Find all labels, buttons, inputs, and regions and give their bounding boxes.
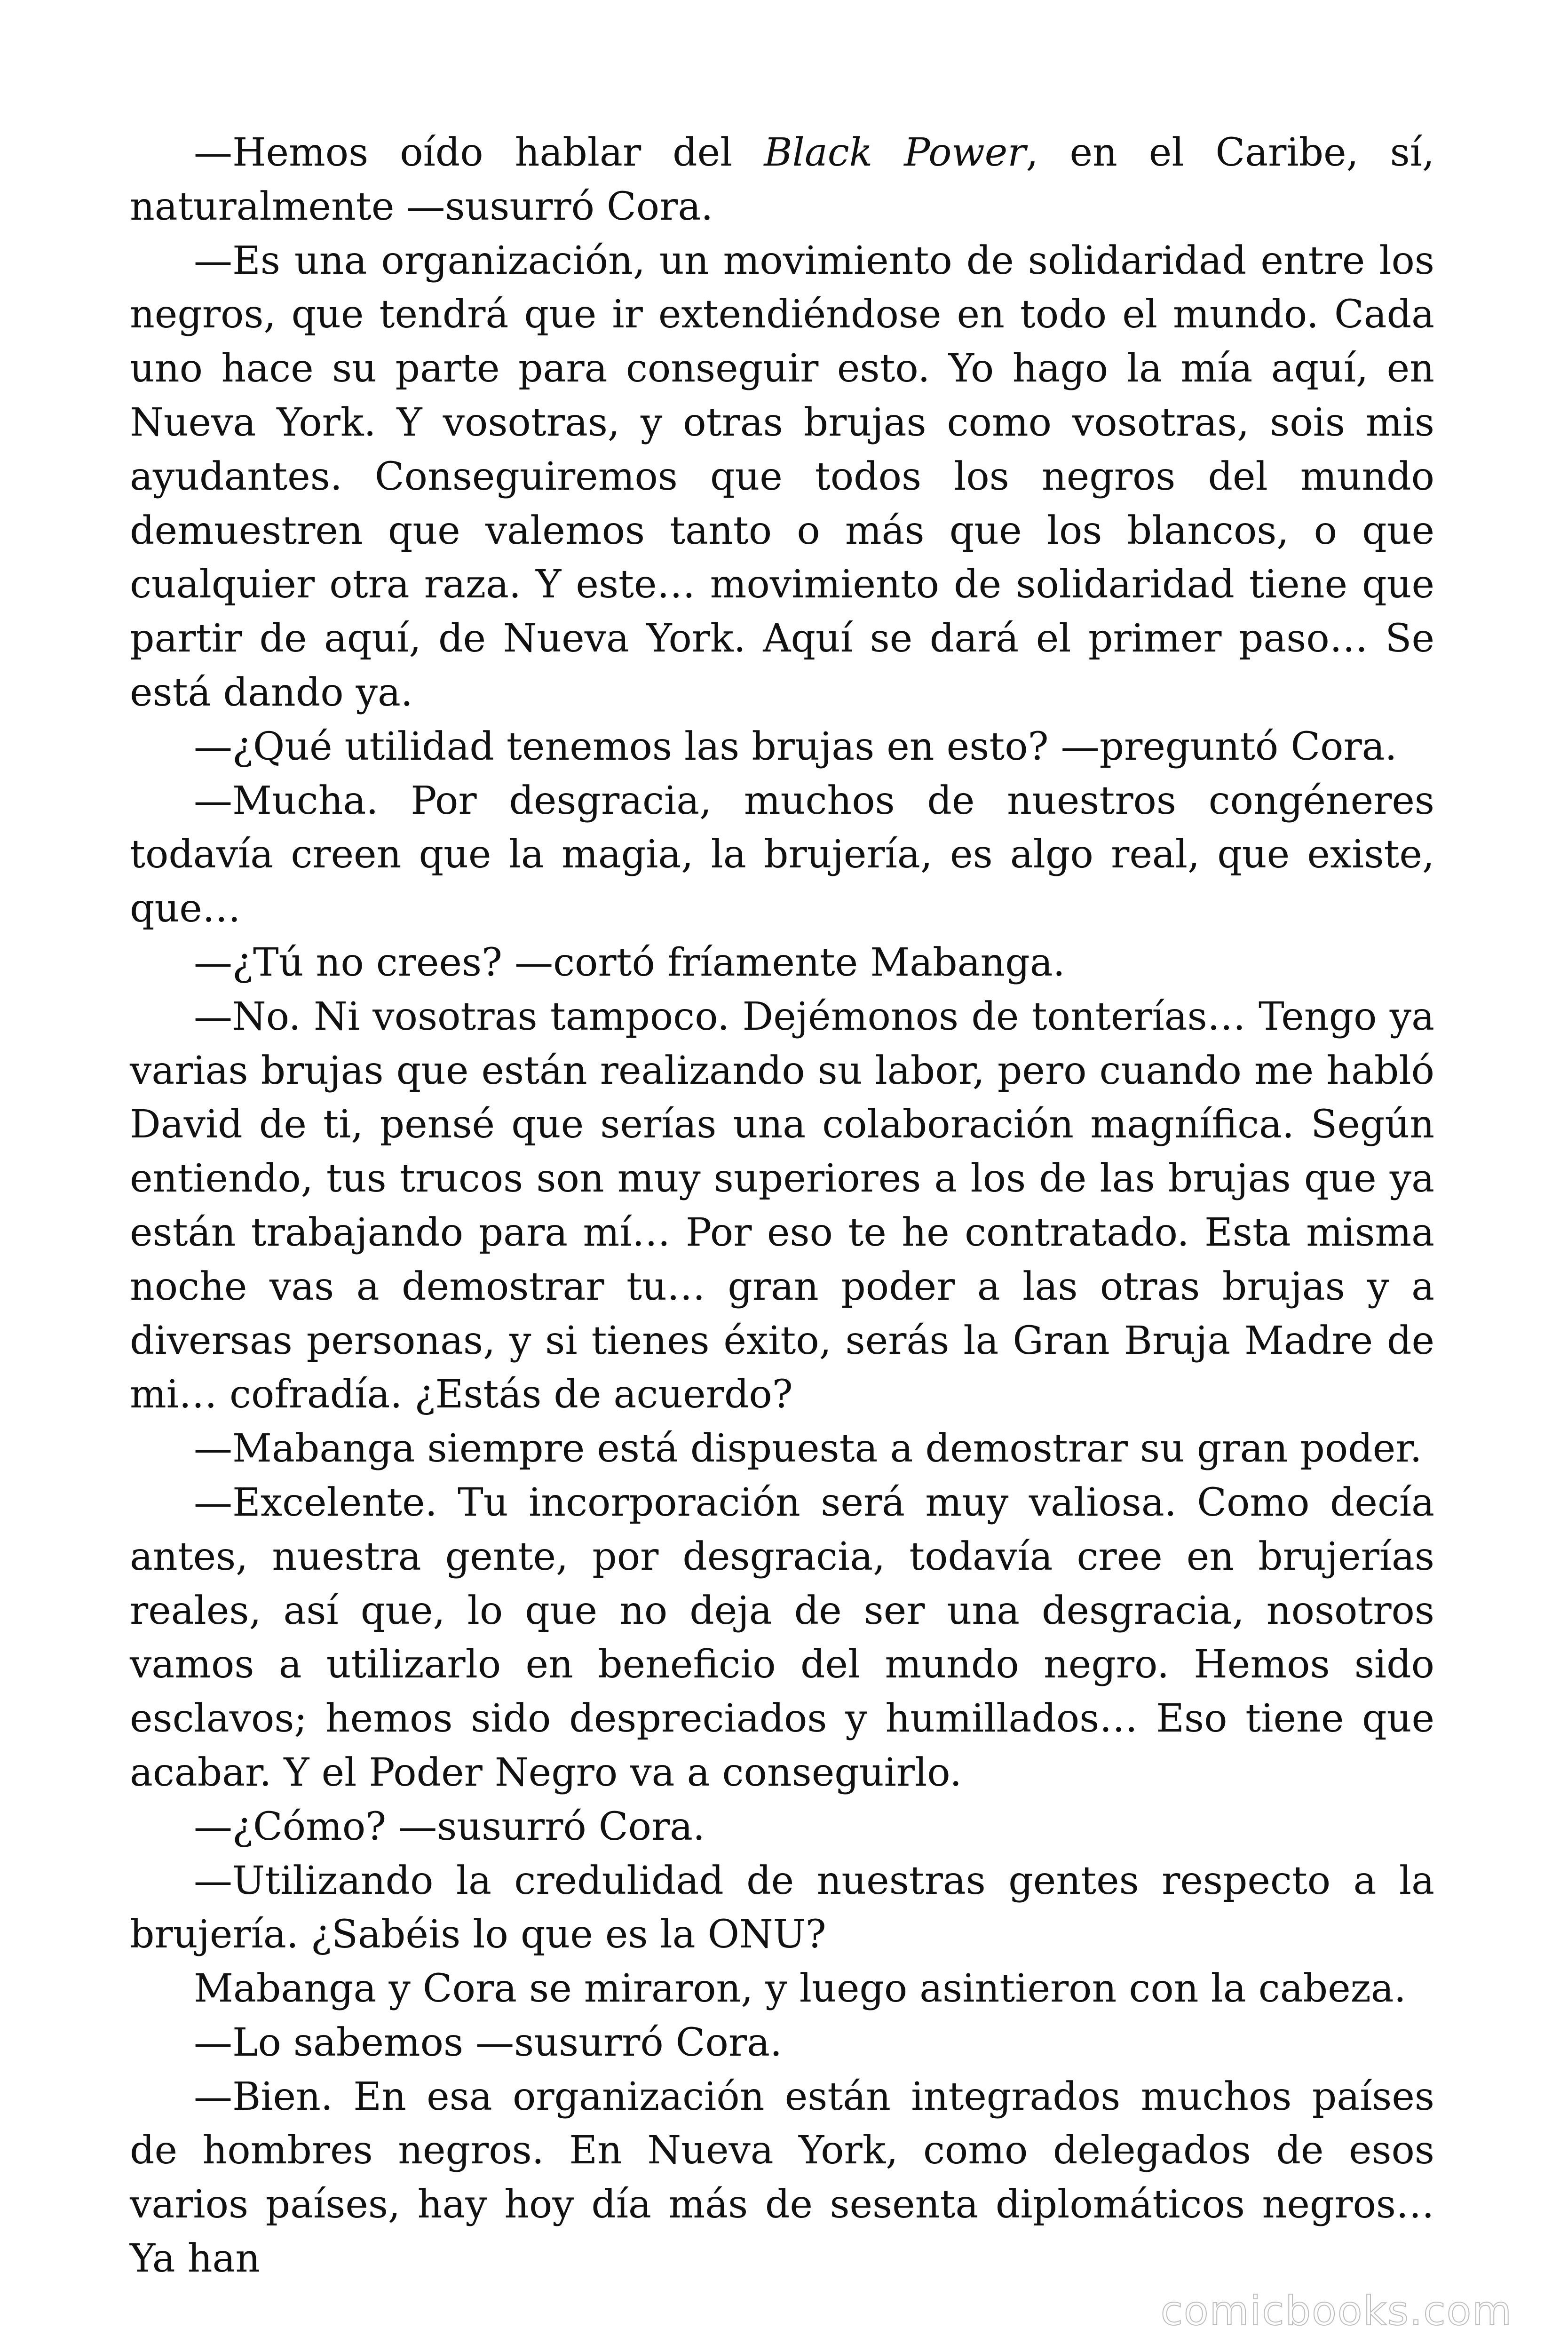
- paragraph: [130, 936, 1434, 990]
- paragraph: [130, 774, 1434, 936]
- paragraph-text: —Excelente. Tu incorporación será muy valiosa. Como decía antes, nuestra gente, por desgracia, todavía cree en brujerías reales, así que, lo que no deja de ser una desgracia, nosotros vamos a utilizarlo en beneficio del mundo negro. Hemos sido esclavos; hemos sido despreciados y humillados… Eso tiene que acabar. Y el Poder Negro va a conseguirlo.: [130, 1480, 1434, 1795]
- paragraph-text: —¿Qué utilidad tenemos las brujas en esto? —preguntó Cora.: [194, 724, 1397, 769]
- paragraph-text: —¿Tú no crees? —cortó fríamente Mabanga.: [194, 940, 1065, 985]
- paragraph-text: —Lo sabemos —susurró Cora.: [194, 2020, 783, 2065]
- paragraph-text: Mabanga y Cora se miraron, y luego asintieron con la cabeza.: [194, 1966, 1406, 2011]
- paragraph: [130, 720, 1434, 774]
- paragraph-text: —¿Cómo? —susurró Cora.: [194, 1804, 705, 1849]
- paragraph-text: —Mucha. Por desgracia, muchos de nuestros congéneres todavía creen que la magia, la brujería, es algo real, que existe, que…: [130, 778, 1434, 931]
- paragraph-text: —Mabanga siempre está dispuesta a demostrar su gran poder.: [194, 1426, 1422, 1471]
- paragraph-text: —Es una organización, un movimiento de solidaridad entre los negros, que tendrá que ir extendiéndose en todo el mundo. Cada uno hace su parte para conseguir esto. Yo hago la mía aquí, en Nueva York. Y vosotras, y otras brujas como vosotras, sois mis ayudantes. Conseguiremos que todos los negros del mundo demuestren que valemos tanto o más que los blancos, o que cualquier otra raza. Y este… movimiento de solidaridad tiene que partir de aquí, de Nueva York. Aquí se dará el primer paso… Se está dando ya.: [130, 238, 1434, 715]
- paragraph: [130, 1476, 1434, 1800]
- paragraph: [130, 1962, 1434, 2016]
- watermark: comicbooks.com: [1160, 2288, 1513, 2335]
- paragraph-text: —No. Ni vosotras tampoco. Dejémonos de tonterías… Tengo ya varias brujas que están realizando su labor, pero cuando me habló David de ti, pensé que serías una colaboración magnífica. Según entiendo, tus trucos son muy superiores a los de las brujas que ya están trabajando para mí… Por eso te he contratado. Esta misma noche vas a demostrar tu… gran poder a las otras brujas y a diversas personas, y si tienes éxito, serás la Gran Bruja Madre de mi… cofradía. ¿Estás de acuerdo?: [130, 994, 1434, 1417]
- paragraph-text: , en el Caribe, sí, naturalmente —susurró Cora.: [130, 130, 1434, 229]
- paragraph: [130, 1800, 1434, 1854]
- paragraph: [130, 2070, 1434, 2286]
- paragraph-text: —Bien. En esa organización están integrados muchos países de hombres negros. En Nueva York, como delegados de esos varios países, hay hoy día más de sesenta diplomáticos negros… Ya han: [130, 2074, 1434, 2281]
- page-text: [130, 126, 1434, 2286]
- paragraph: [130, 234, 1434, 720]
- paragraph: [130, 126, 1434, 234]
- paragraph: [130, 1854, 1434, 1963]
- paragraph: [130, 1422, 1434, 1476]
- paragraph: [130, 990, 1434, 1422]
- paragraph: [130, 2016, 1434, 2070]
- paragraph-text: —Utilizando la credulidad de nuestras gentes respecto a la brujería. ¿Sabéis lo que es la ONU?: [130, 1858, 1434, 1957]
- italic-phrase: Black Power: [764, 130, 1026, 175]
- paragraph-text: —Hemos oído hablar del: [194, 130, 764, 175]
